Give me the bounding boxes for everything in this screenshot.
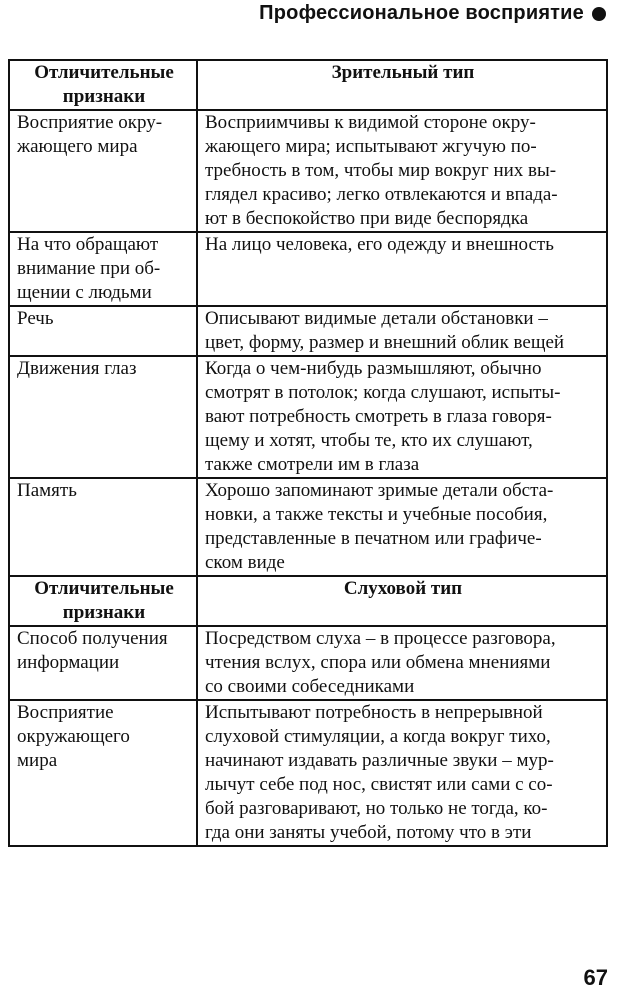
row-label: На что обращают внимание при об- щении с людьми	[9, 232, 197, 306]
header-auditory-type-cell: Слуховой тип	[197, 576, 607, 626]
row-text: Восприимчивы к видимой стороне окру- жающего мира; испытывают жгучую по- требность в том, чтобы мир вокруг них вы- глядел красиво; легко отвлекаются и впада- ют в беспокойство при виде беспорядка	[197, 110, 607, 232]
table-row	[9, 356, 607, 478]
page-number: 67	[583, 965, 608, 990]
row-label: Память	[9, 478, 197, 576]
comparison-table	[8, 59, 608, 847]
header-features-cell: Отличительные признаки	[9, 60, 197, 110]
row-text: Посредством слуха – в процессе разговора, чтения вслух, спора или обмена мнениями со своими собеседниками	[197, 626, 607, 700]
table-row	[9, 478, 607, 576]
running-head	[259, 2, 606, 25]
table-row	[9, 232, 607, 306]
running-head-title: Профессиональное восприятие	[259, 2, 584, 24]
table-row	[9, 626, 607, 700]
row-text: Когда о чем-нибудь размышляют, обычно смотрят в потолок; когда слушают, испыты- вают потребность смотреть в глаза говоря- щему и хотят, чтобы те, кто их слушают, также смотрели им в глаза	[197, 356, 607, 478]
row-text: На лицо человека, его одежду и внешность	[197, 232, 607, 306]
row-label: Восприятие окружающего мира	[9, 700, 197, 846]
header-features-cell: Отличительные признаки	[9, 576, 197, 626]
table-row	[9, 110, 607, 232]
bullet-icon	[592, 7, 606, 21]
row-label: Движения глаз	[9, 356, 197, 478]
row-label: Восприятие окру- жающего мира	[9, 110, 197, 232]
row-label: Речь	[9, 306, 197, 356]
row-text: Испытывают потребность в непрерывной слуховой стимуляции, а когда вокруг тихо, начинают издавать различные звуки – мур- лычут себе под нос, свистят или сами с со- бой разговаривают, но только не тогда, ко- гда они заняты учебой, потому что в эти	[197, 700, 607, 846]
row-text: Хорошо запоминают зримые детали обста- новки, а также тексты и учебные пособия, представленные в печатном или графиче- ском виде	[197, 478, 607, 576]
row-text: Описывают видимые детали обстановки – цвет, форму, размер и внешний облик вещей	[197, 306, 607, 356]
table-row	[9, 306, 607, 356]
table-header-row	[9, 60, 607, 110]
header-visual-type-cell: Зрительный тип	[197, 60, 607, 110]
table-header-row	[9, 576, 607, 626]
table-row	[9, 700, 607, 846]
row-label: Способ получения информации	[9, 626, 197, 700]
